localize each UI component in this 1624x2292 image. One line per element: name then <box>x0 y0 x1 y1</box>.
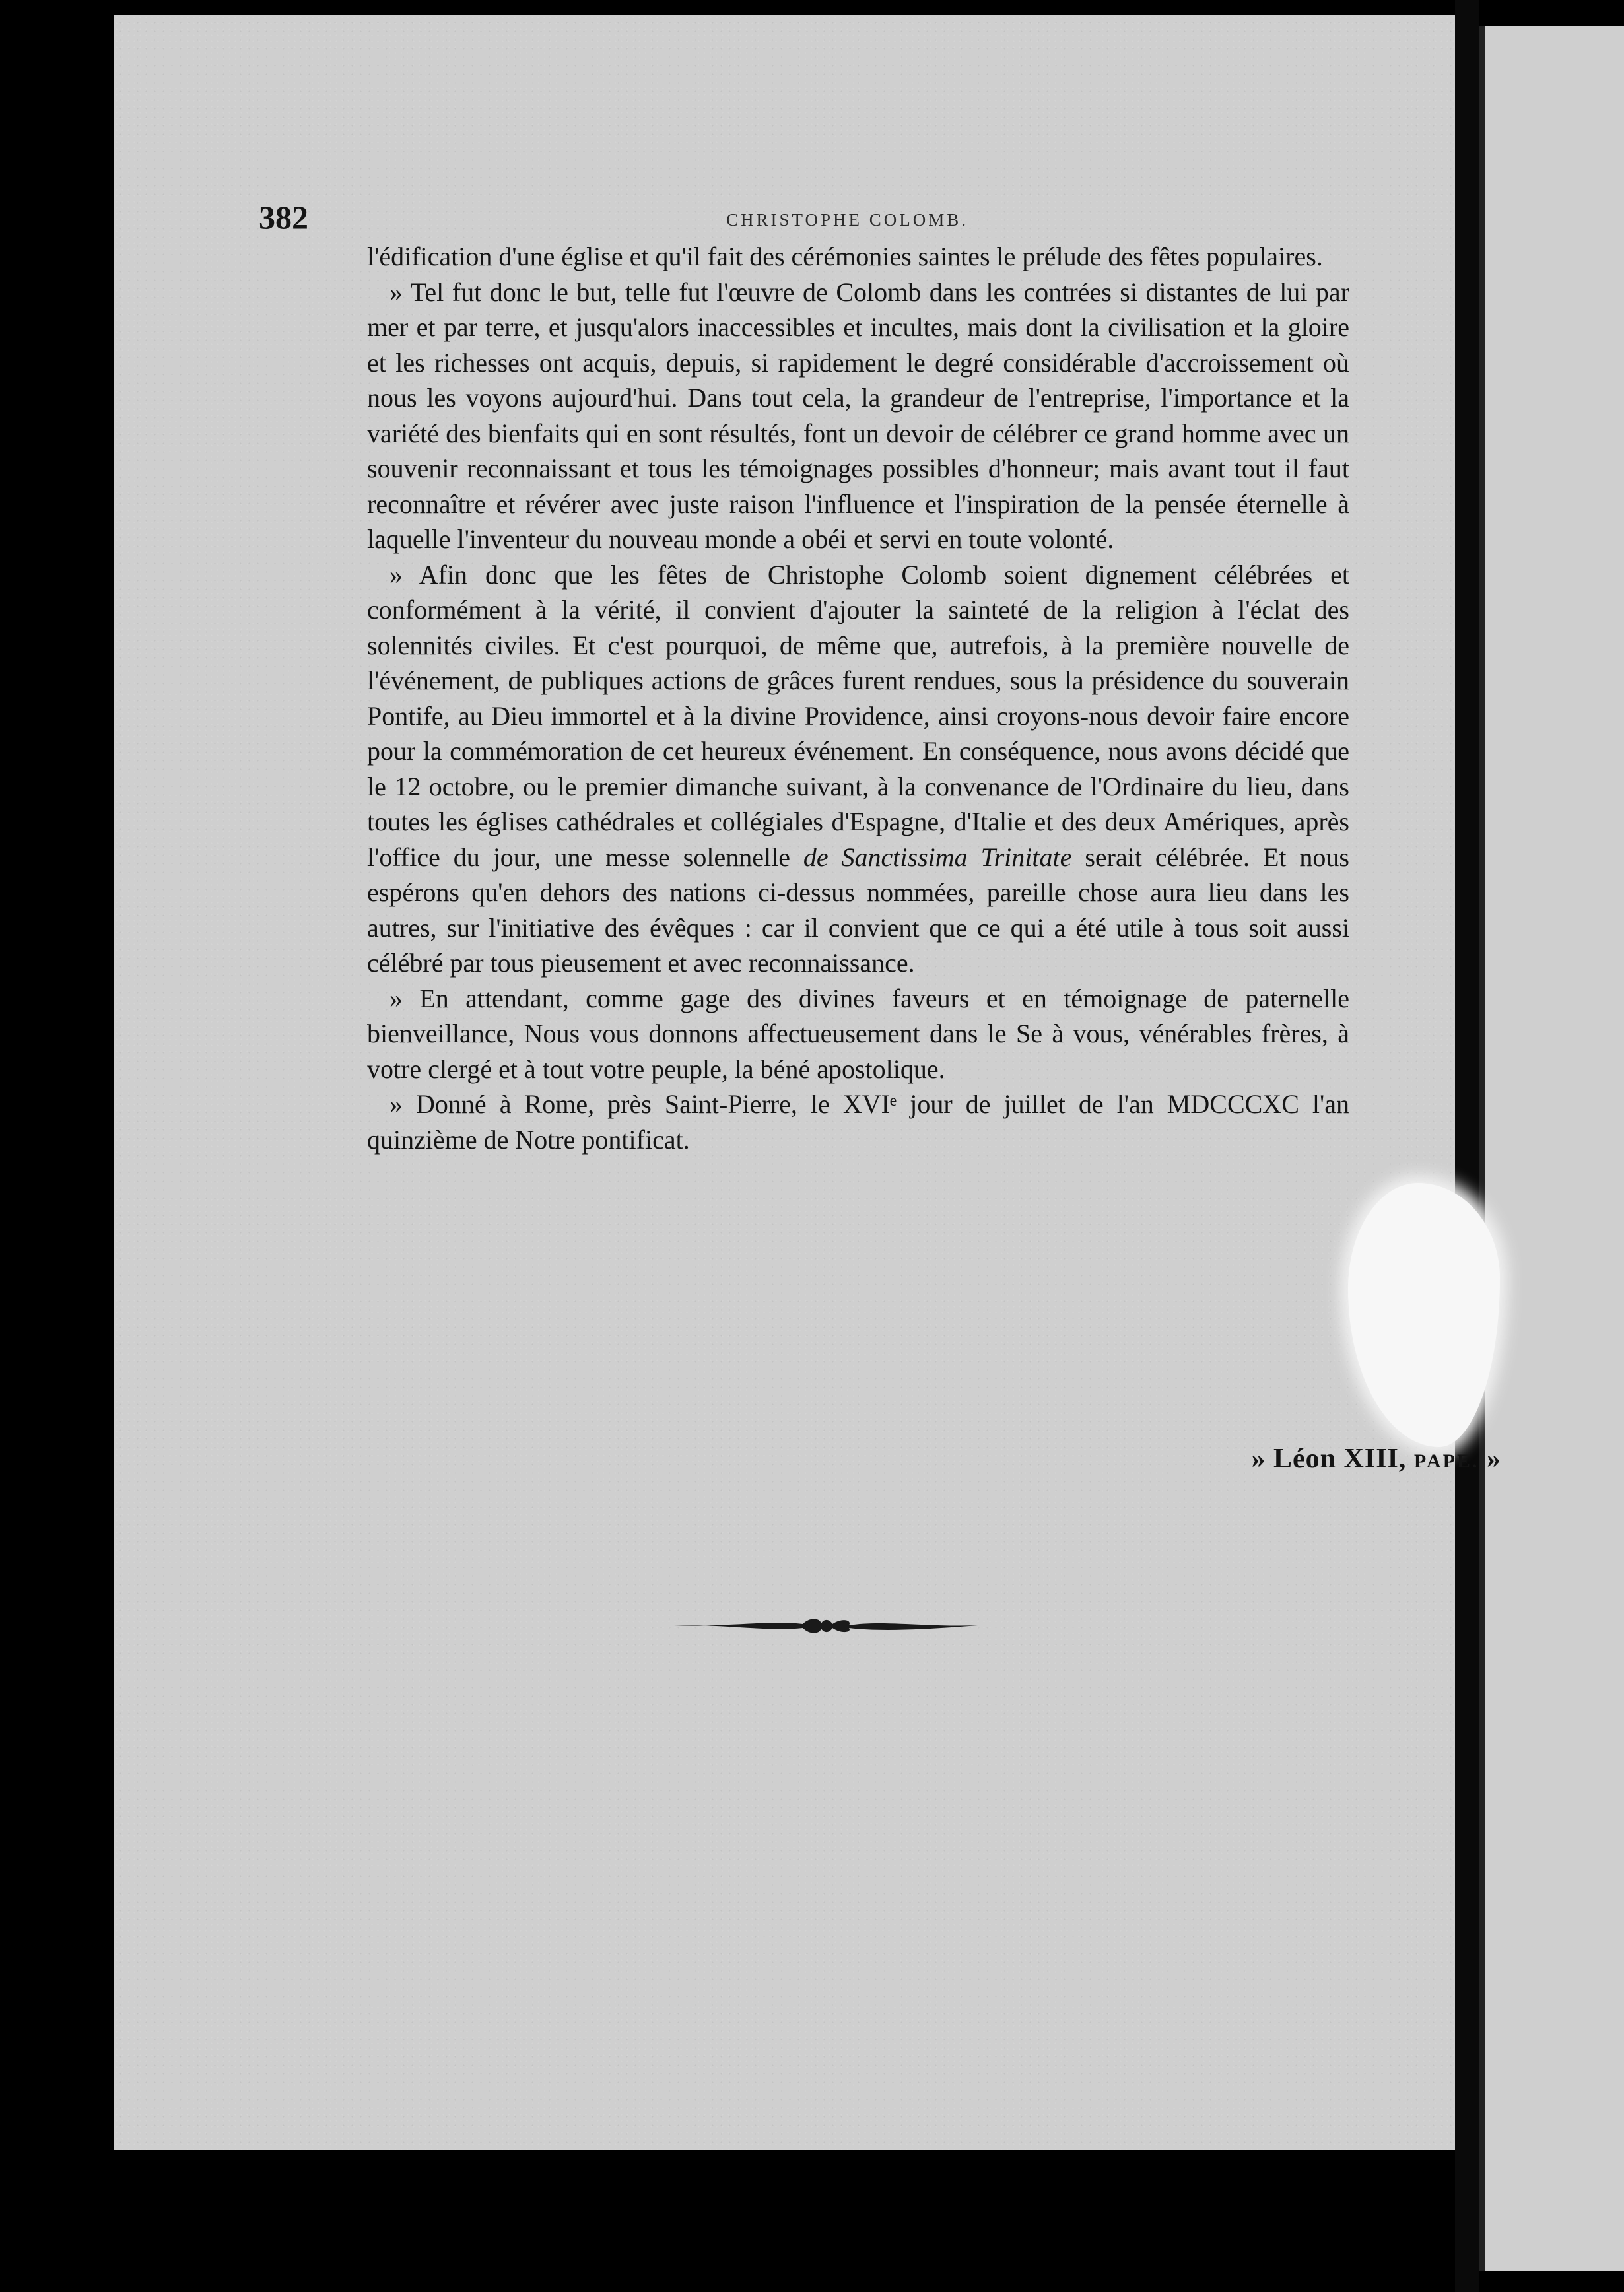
signature-close-quote: » <box>1487 1444 1501 1474</box>
paragraph: » En attendant, comme gage des divines faveurs et en témoignage de paternelle bienveillance, Nous vous donnons affectueusement dans le Se à vous, vénérables frères, à votre clergé et à tout votre peuple, la béné apostolique. <box>367 983 1349 1084</box>
body-text <box>367 239 1349 1157</box>
signature-title: PAPE. <box>1413 1450 1479 1472</box>
page-gutter <box>1455 0 1479 2292</box>
signature <box>0 1443 1624 1475</box>
paragraph-text: » Afin donc que les fêtes de Christophe Colomb soient dignement célébrées et conformément à la vérité, il convient d'ajouter la sainteté de la religion à l'éclat des solennités civiles. Et c'est pourquoi, de même que, autrefois, à la première nouvelle de l'événement, de publiques actions de grâces furent rendues, sous la présidence du souverain Pontife, au Dieu immortel et à la divine Providence, ainsi croyons-nous devoir faire encore pour la commémoration de cet heureux événement. En conséquence, nous avons décidé que le 12 octobre, ou le premier dimanche suivant, à la convenance de l'Ordinaire du lieu, dans toutes les églises cathédrales et collégiales d'Espagne, d'Italie et des deux Amériques, après l'office du jour, une messe solennelle <box>367 559 1349 872</box>
paragraph <box>367 557 1349 981</box>
signature-open-quote: » <box>1251 1444 1266 1474</box>
paragraph: l'édification d'une église et qu'il fait des cérémonies saintes le prélude des fêtes populaires. <box>367 242 1323 271</box>
paper-damage-spot <box>1348 1183 1500 1447</box>
running-title: CHRISTOPHE COLOMB. <box>726 210 969 230</box>
paragraph: » Donné à Rome, près Saint-Pierre, le XVIᵉ jour de juillet de l'an MDCCCXC l'an quinzième de Notre pontificat. <box>367 1089 1349 1155</box>
page-number: 382 <box>259 199 308 236</box>
tailpiece-ornament-icon <box>671 1605 981 1645</box>
signature-name: Léon XIII, <box>1273 1444 1407 1474</box>
adjacent-page-edge <box>1479 26 1624 2271</box>
paragraph: » Tel fut donc le but, telle fut l'œuvre de Colomb dans les contrées si distantes de lui par mer et par terre, et jusqu'alors inaccessibles et incultes, mais dont la civilisation et la gloire et les richesses ont acquis, depuis, si rapidement le degré considérable d'accroissement où nous les voyons aujourd'hui. Dans tout cela, la grandeur de l'entreprise, l'importance et la variété des bienfaits qui en sont résultés, font un devoir de célébrer ce grand homme avec un souvenir reconnaissant et tous les témoignages possibles d'honneur; mais avant tout il faut reconnaître et révérer avec juste raison l'influence et l'inspiration de la pensée éternelle à laquelle l'inventeur du nouveau monde a obéi et servi en toute volonté. <box>367 277 1349 554</box>
running-head <box>259 198 1349 238</box>
mass-title: de Sanctissima Trinitate <box>803 842 1072 872</box>
paragraph-text: serait célébrée. Et nous espérons qu'en dehors des nations ci-dessus nommées, pareille chose aura lieu dans les autres, sur l'initiative des évêques : car il convient que ce qui a été utile à tous soit aussi célébré par tous pieusement et avec reconnaissance. <box>367 842 1350 978</box>
